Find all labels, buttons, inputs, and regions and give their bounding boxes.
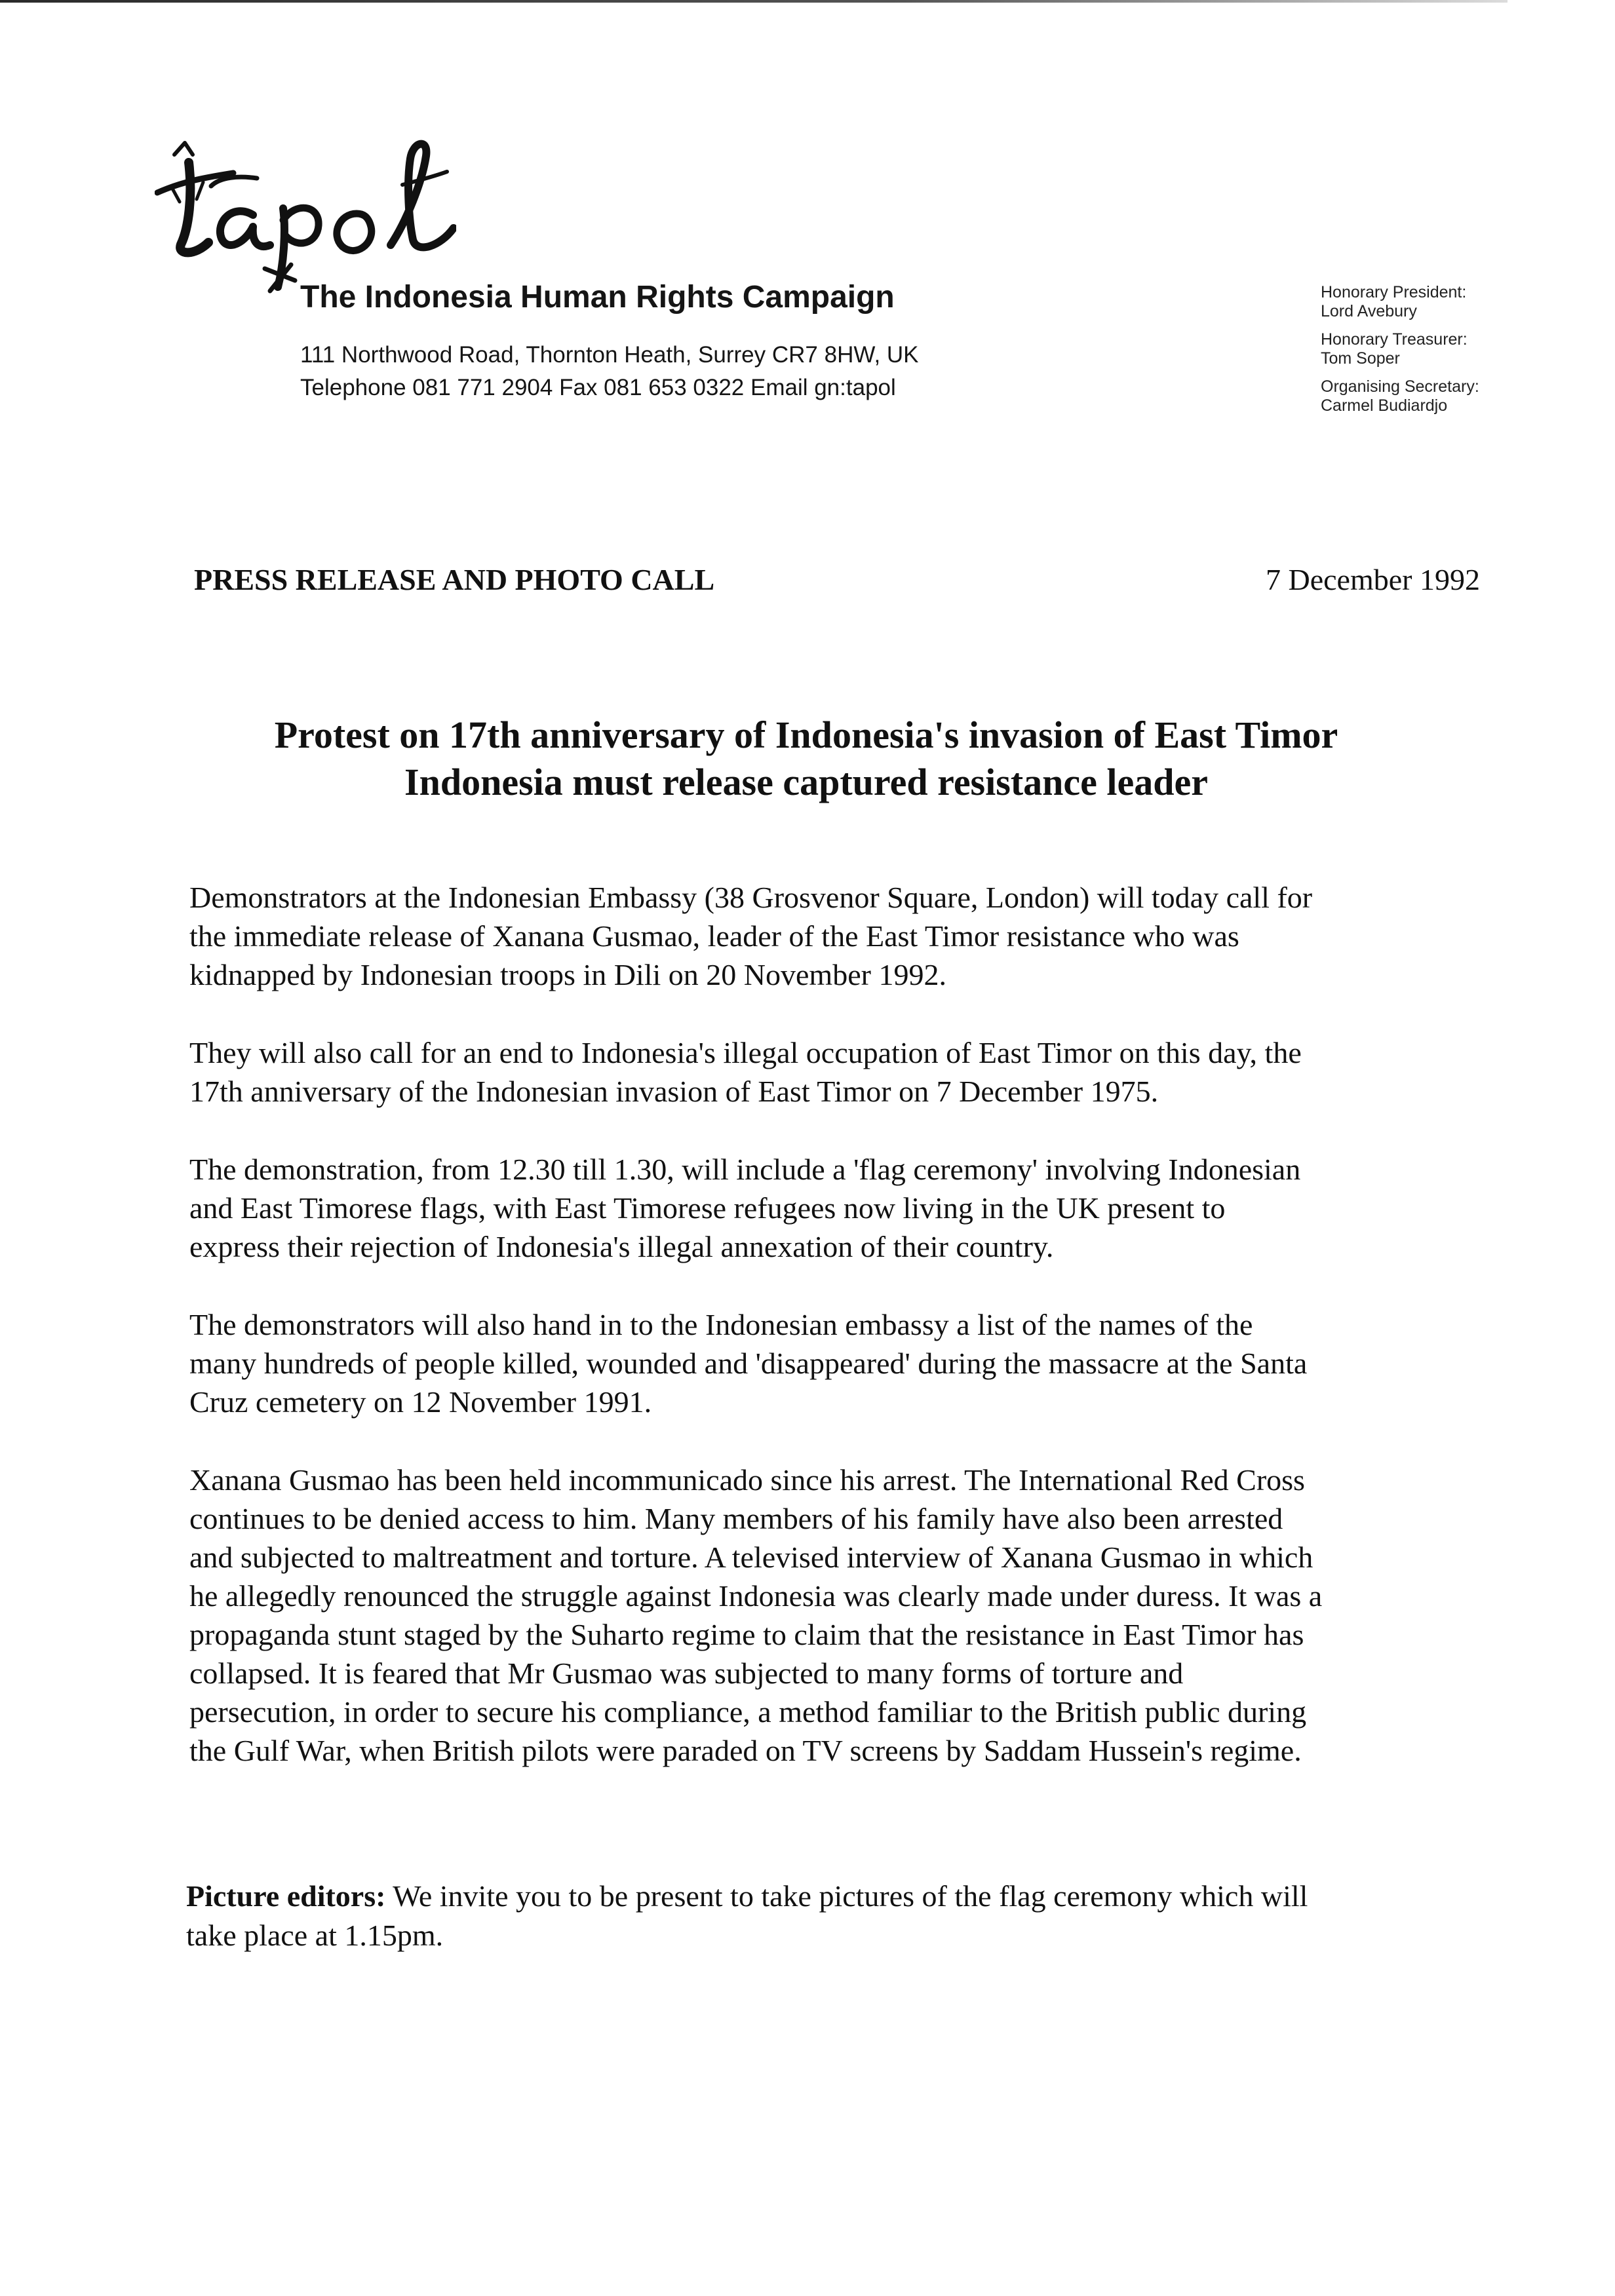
officer-name: Lord Avebury [1321, 302, 1417, 320]
picture-editors-note [186, 1877, 1471, 1955]
text-line: and subjected to maltreatment and torture. A televised interview of Xanana Gusmao in which [189, 1540, 1313, 1574]
officer-role: Honorary President: [1321, 283, 1467, 301]
body-text [189, 878, 1468, 1809]
text-line: Demonstrators at the Indonesian Embassy (38 Grosvenor Square, London) will today call for [189, 881, 1313, 914]
press-release-date: 7 December 1992 [1266, 563, 1480, 596]
text-line: Xanana Gusmao has been held incommunicado since his arrest. The International Red Cross [189, 1463, 1305, 1497]
officer-treasurer [1321, 330, 1479, 368]
officer-president [1321, 283, 1479, 321]
text-line: The demonstration, from 12.30 till 1.30, will include a 'flag ceremony' involving Indonesian [189, 1153, 1301, 1186]
officers-list [1321, 283, 1479, 425]
text-line: persecution, in order to secure his compliance, a method familiar to the British public during [189, 1695, 1307, 1729]
text-line: 17th anniversary of the Indonesian invasion of East Timor on 7 December 1975. [189, 1075, 1159, 1108]
officer-name: Carmel Budiardjo [1321, 396, 1448, 415]
officer-role: Honorary Treasurer: [1321, 330, 1468, 349]
text-line: Cruz cemetery on 12 November 1991. [189, 1385, 652, 1419]
paragraph [189, 1461, 1468, 1770]
picture-editors-text: We invite you to be present to take pictures of the flag ceremony which will [385, 1879, 1308, 1913]
picture-editors-label: Picture editors: [186, 1879, 386, 1913]
paragraph [189, 1033, 1468, 1111]
scan-edge [0, 0, 1508, 3]
text-line: They will also call for an end to Indonesia's illegal occupation of East Timor on this day, the [189, 1036, 1302, 1069]
headline-line-1: Protest on 17th anniversary of Indonesia's invasion of East Timor [274, 714, 1338, 756]
press-release-title: PRESS RELEASE AND PHOTO CALL [194, 563, 715, 596]
org-name: The Indonesia Human Rights Campaign [300, 280, 895, 315]
officer-secretary [1321, 377, 1479, 415]
org-contact-line: Telephone 081 771 2904 Fax 081 653 0322 Email gn:tapol [300, 375, 896, 400]
text-line: propaganda stunt staged by the Suharto regime to claim that the resistance in East Timor has [189, 1618, 1304, 1651]
text-line [186, 1877, 1471, 1916]
text-line: the Gulf War, when British pilots were paraded on TV screens by Saddam Hussein's regime. [189, 1734, 1302, 1767]
headline-line-2: Indonesia must release captured resistance leader [404, 761, 1208, 803]
officer-name: Tom Soper [1321, 349, 1400, 368]
org-address: 111 Northwood Road, Thornton Heath, Surrey CR7 8HW, UK [300, 342, 919, 368]
officer-role: Organising Secretary: [1321, 377, 1479, 396]
paragraph [189, 1150, 1468, 1266]
text-line: The demonstrators will also hand in to the Indonesian embassy a list of the names of the [189, 1308, 1253, 1341]
text-line: kidnapped by Indonesian troops in Dili on 20 November 1992. [189, 958, 946, 991]
paragraph [189, 878, 1468, 994]
text-line: many hundreds of people killed, wounded and 'disappeared' during the massacre at the Santa [189, 1347, 1308, 1380]
text-line: take place at 1.15pm. [186, 1919, 444, 1952]
text-line: and East Timorese flags, with East Timorese refugees now living in the UK present to [189, 1191, 1226, 1225]
text-line: the immediate release of Xanana Gusmao, leader of the East Timor resistance who was [189, 919, 1239, 953]
paragraph [189, 1305, 1468, 1421]
text-line: he allegedly renounced the struggle against Indonesia was clearly made under duress. It was a [189, 1579, 1323, 1613]
text-line: express their rejection of Indonesia's illegal annexation of their country. [189, 1230, 1054, 1263]
text-line: collapsed. It is feared that Mr Gusmao was subjected to many forms of torture and [189, 1656, 1184, 1690]
text-line: continues to be denied access to him. Many members of his family have also been arrested [189, 1502, 1283, 1535]
